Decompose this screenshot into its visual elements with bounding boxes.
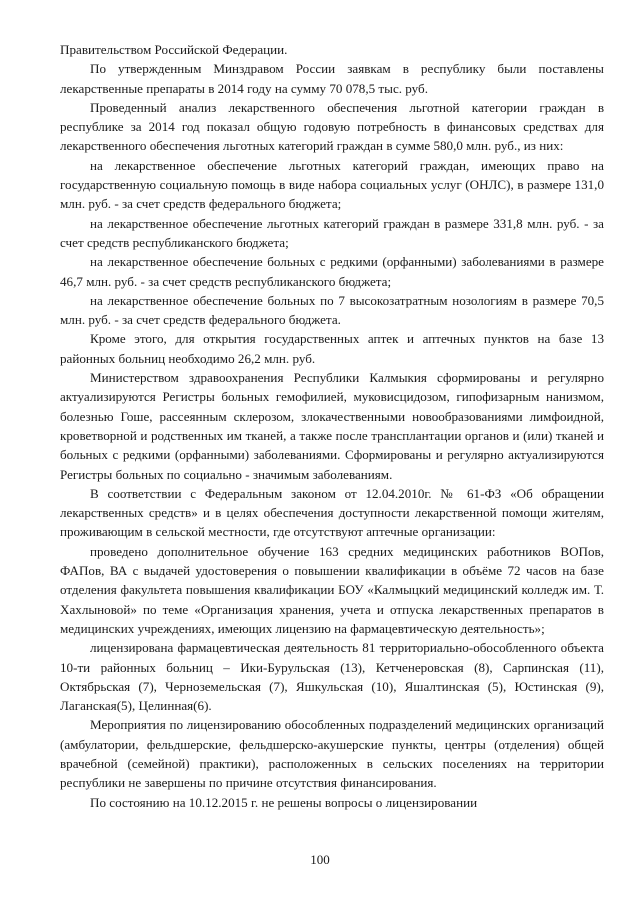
paragraph-high-cost-nosologies: на лекарственное обеспечение больных по 7 высокозатратным нозологиям в размере 70,5 млн. руб. - за счет средств федерального бюджета. bbox=[60, 292, 604, 328]
paragraph-orphan-diseases: на лекарственное обеспечение больных с редкими (орфанными) заболеваниями в размере 46,7 млн. руб. - за счет средств республиканского бюджета; bbox=[60, 254, 604, 289]
paragraph-continuation: Правительством Российской Федерации. bbox=[60, 42, 288, 57]
document-body bbox=[60, 40, 604, 812]
paragraph-licensing: лицензирована фармацевтическая деятельность 81 территориально-обособленного объекта 10-ти районных больниц – Ики-Бурульская (13), Кетченеровская (8), Сарпинская (11), Октябрьская (7), Черноземельская (7), Яшкульская (10), Яшалтинская (5), Юстинская (9), Лаганская(5), Целинная(6). bbox=[60, 640, 604, 714]
paragraph-annual-need: Проведенный анализ лекарственного обеспечения льготной категории граждан в республике за 2014 год показал общую годовую потребность в финансовых средствах для лекарственного обеспечения льготных категорий граждан в сумме 580,0 млн. руб., из них: bbox=[60, 99, 604, 154]
paragraph-status-2015: По состоянию на 10.12.2015 г. не решены вопросы о лицензировании bbox=[90, 794, 478, 810]
paragraph-pharmacies: Кроме этого, для открытия государственных аптек и аптечных пунктов на базе 13 районных больниц необходимо 26,2 млн. руб. bbox=[60, 331, 604, 366]
paragraph-federal-law: В соответствии с Федеральным законом от 12.04.2010г. № 61-ФЗ «Об обращении лекарственных средств» и в целях обеспечения доступности лекарственной помощи жителям, проживающим в сельской местности, где отсутствуют аптечные организации: bbox=[60, 485, 604, 540]
paragraph-licensing-incomplete: Мероприятия по лицензированию обособленных подразделений медицинских организаций (амбулатории, фельдшерские, фельдшерско-акушерские пункты, центры (отделения) общей врачебной (семейной) практики), расположенных в сельских поселениях на территории республики не завершены по причине отсутствия финансирования. bbox=[60, 717, 604, 791]
paragraph-registries: Министерством здравоохранения Республики Калмыкия сформированы и регулярно актуализируются Регистры больных гемофилией, муковисцидозом, гипофизарным нанизмом, болезнью Гоше, рассеянным склерозом, злокачественными новообразованиями лимфоидной, кроветворной и родственных им тканей, а также после трансплантации органов и (или) тканей и больных с редкими (орфанными) заболеваниями. Сформированы и регулярно актуализируются Регистры больных по социально - значимым заболеваниям. bbox=[60, 370, 604, 482]
paragraph-training: проведено дополнительное обучение 163 средних медицинских работников ВОПов, ФАПов, ВА с выдачей удостоверения о повышении квалификации в объёме 72 часов на базе отделения факультета повышения квалификации БОУ «Калмыцкий медицинский колледж им. Т. Хахлыновой» по теме «Организация хранения, учета и отпуска лекарственных препаратов в медицинских учреждениях, имеющих лицензию на фармацевтическую деятельность»; bbox=[60, 543, 604, 636]
paragraph-onls-federal: на лекарственное обеспечение льготных категорий граждан, имеющих право на государственную социальную помощь в виде набора социальных услуг (ОНЛС), в размере 131,0 млн. руб. - за счет средств федерального бюджета; bbox=[60, 157, 604, 212]
paragraph-republican-budget: на лекарственное обеспечение льготных категорий граждан в размере 331,8 млн. руб. - за счет средств республиканского бюджета; bbox=[60, 215, 604, 250]
paragraph-supplied-drugs: По утвержденным Минздравом России заявкам в республику были поставлены лекарственные препараты в 2014 году на сумму 70 078,5 тыс. руб. bbox=[60, 61, 604, 96]
page-number: 100 bbox=[310, 852, 330, 867]
